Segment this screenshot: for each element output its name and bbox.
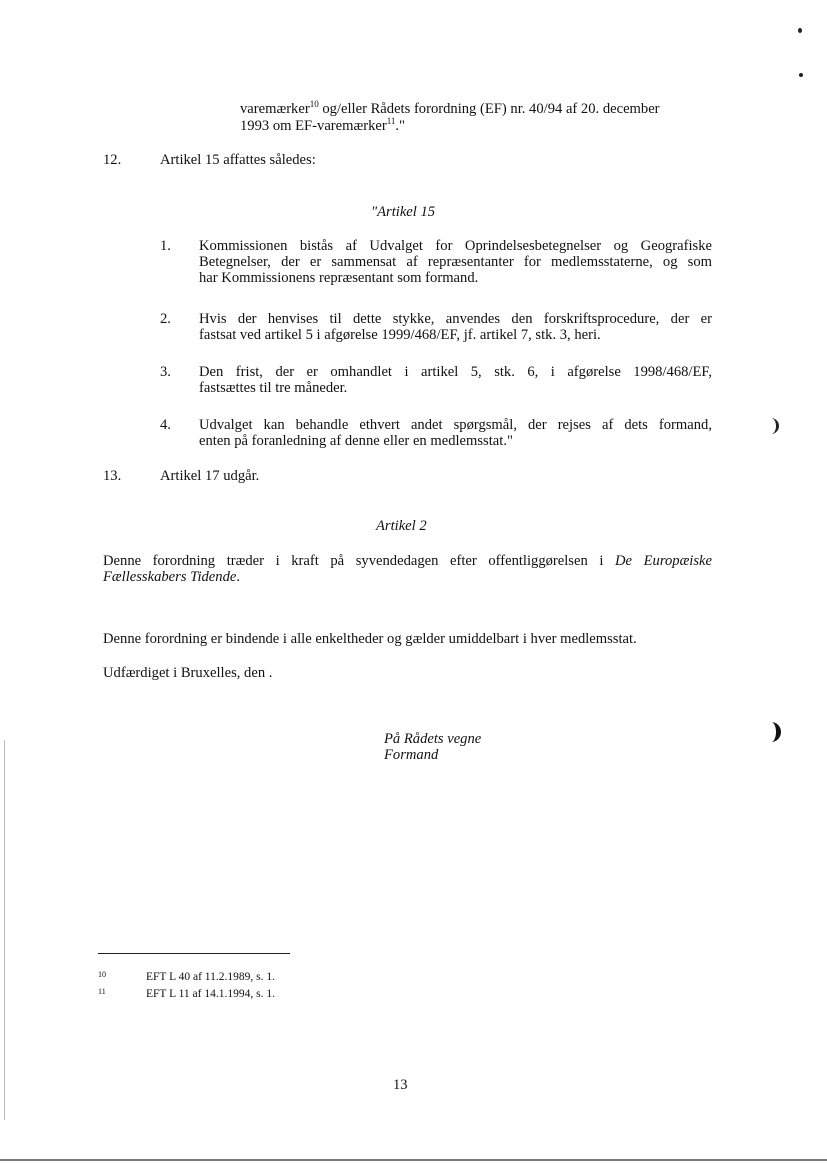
subitem-1-line: Betegnelser, der er sammensat af repræsentanter for medlemsstaterne, og som (199, 254, 712, 270)
subitem-1-text (199, 238, 712, 286)
subitem-1-number: 1. (160, 238, 171, 254)
subitem-4-line: enten på foranledning af denne eller en medlemsstat." (199, 433, 513, 449)
continuation-line-2: 1993 om EF-varemærker$^{11}$." (240, 116, 405, 134)
item-12-text: Artikel 15 affattes således: (160, 152, 316, 168)
binder-hole-mark (762, 418, 779, 434)
item-12-number: 12. (103, 152, 122, 168)
scan-speck (798, 28, 802, 33)
scan-edge-left (4, 740, 5, 1120)
subitem-4-line: Udvalget kan behandle ethvert andet spørgsmål, der rejses af dets formand, (199, 417, 712, 433)
article-2-heading: Artikel 2 (376, 518, 427, 534)
subitem-2-line: Hvis der henvises til dette stykke, anvendes den forskriftsprocedure, der er (199, 311, 712, 327)
signature-block (384, 731, 481, 763)
subitem-2-text (199, 311, 712, 343)
quoted-article-heading: "Artikel 15 (371, 204, 436, 220)
footnote-ref-10: 10 (309, 99, 319, 109)
signature-line-1: På Rådets vegne (384, 731, 482, 747)
footnote-10 (98, 968, 275, 984)
binder-hole-mark (762, 722, 781, 742)
article-2-paragraph-1: Denne forordning træder i kraft på syvendedagen efter offentliggørelsen i De Europæiske Fællesskabers Tidende. (103, 553, 712, 585)
footnote-number: 10 (98, 970, 106, 979)
subitem-2-line: fastsat ved artikel 5 i afgørelse 1999/468/EF, jf. artikel 7, stk. 3, heri. (199, 327, 601, 343)
article-2-paragraph-2: Denne forordning er bindende i alle enkeltheder og gælder umiddelbart i hver medlemsstat. (103, 631, 637, 647)
footnote-separator (98, 953, 290, 954)
scan-speck (799, 73, 803, 77)
footnote-text: EFT L 11 af 14.1.1994, s. 1. (146, 988, 275, 1000)
page-number: 13 (393, 1077, 408, 1093)
subitem-1-line: har Kommissionens repræsentant som formand. (199, 270, 479, 286)
signature-line-2: Formand (384, 747, 439, 763)
subitem-3-line: fastsættes til tre måneder. (199, 380, 348, 396)
journal-name-cont: Fællesskabers Tidende (103, 569, 237, 585)
continuation-line-1: varemærker$^{10}$ og/eller Rådets forordning (EF) nr. 40/94 af 20. december (240, 99, 660, 117)
subitem-3-text (199, 364, 712, 396)
subitem-4-text (199, 417, 712, 449)
article-2-paragraph-3: Udfærdiget i Bruxelles, den . (103, 665, 273, 681)
scan-edge-bottom (0, 1159, 827, 1161)
footnote-text: EFT L 40 af 11.2.1989, s. 1. (146, 971, 275, 983)
item-13-text: Artikel 17 udgår. (160, 468, 260, 484)
footnote-number: 11 (98, 987, 106, 996)
subitem-4-number: 4. (160, 417, 171, 433)
journal-name: De Europæiske (615, 553, 712, 569)
footnote-ref-11: 11 (386, 116, 396, 126)
subitem-3-line: Den frist, der er omhandlet i artikel 5, stk. 6, i afgørelse 1998/468/EF, (199, 364, 712, 380)
item-13-number: 13. (103, 468, 122, 484)
subitem-3-number: 3. (160, 364, 171, 380)
footnote-11 (98, 985, 275, 1001)
subitem-2-number: 2. (160, 311, 171, 327)
subitem-1-line: Kommissionen bistås af Udvalget for Oprindelsesbetegnelser og Geografiske (199, 238, 712, 254)
